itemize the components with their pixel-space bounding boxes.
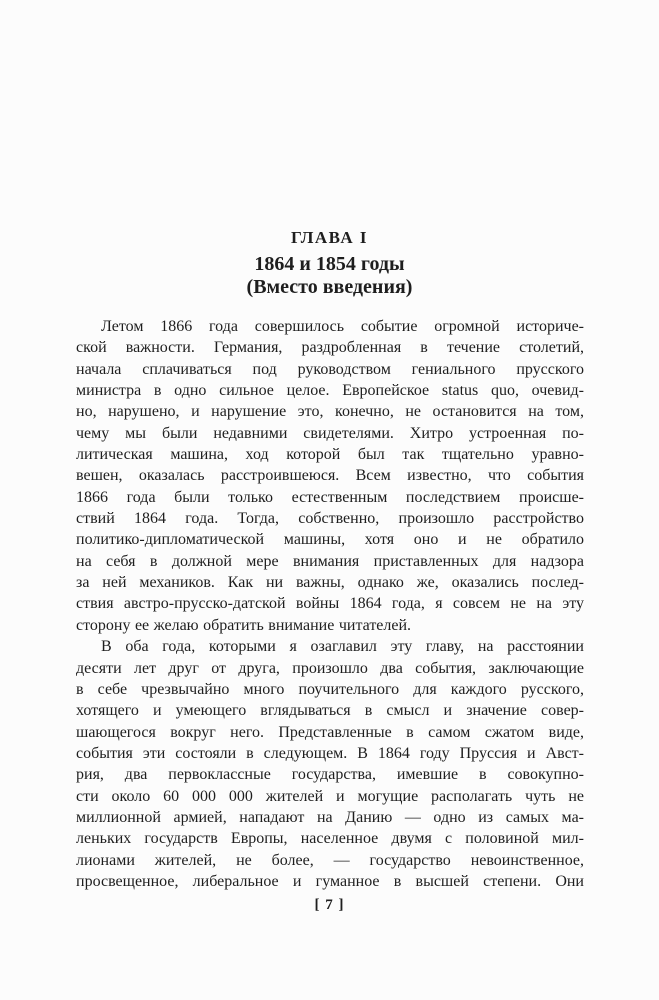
chapter-heading: ГЛАВА I bbox=[290, 228, 369, 247]
text-line: сти около 60 000 000 жителей и могущие располагать чуть не bbox=[76, 787, 584, 805]
chapter-title bbox=[0, 253, 659, 298]
text-line: литическая машина, ход которой был так тщательно уравно- bbox=[76, 446, 584, 464]
text-line: но, нарушено, и нарушение это, конечно, не остановится на том, bbox=[76, 403, 584, 421]
text-line: леньких государств Европы, населенное двумя с половиной мил- bbox=[76, 830, 584, 848]
text-line: рия, два первоклассные государства, имевшие в совокупно- bbox=[76, 766, 584, 784]
text-line: шающегося вокруг него. Представленные в самом сжатом виде, bbox=[76, 723, 584, 741]
text-line: за ней механиков. Как ни важны, однако же, оказались послед- bbox=[76, 574, 584, 592]
text-line: на себя в должной мере внимания приставленных для надзора bbox=[76, 552, 584, 570]
text-line: десяти лет друг от друга, произошло два события, заключающие bbox=[76, 659, 584, 677]
chapter-title-line-1: 1864 и 1854 годы bbox=[254, 253, 405, 275]
text-line: просвещенное, либеральное и гуманное в высшей степени. Они bbox=[76, 872, 584, 890]
page-number: [ 7 ] bbox=[314, 897, 345, 913]
text-line: ствий 1864 года. Тогда, собственно, произошло расстройство bbox=[76, 510, 584, 528]
text-line: лионами жителей, не более, — государство невоинственное, bbox=[76, 851, 584, 869]
text-line: министра в одно сильное целое. Европейское status quo, очевид- bbox=[76, 382, 584, 400]
text-line: ской важности. Германия, раздробленная в течение столетий, bbox=[76, 339, 584, 357]
text-line: вешен, оказалась расстроившеюся. Всем известно, что события bbox=[76, 467, 584, 485]
text-line: чему мы были недавними свидетелями. Хитро устроенная по- bbox=[76, 424, 584, 442]
text-line: Летом 1866 года совершилось событие огромной историче- bbox=[101, 318, 584, 335]
text-line: В оба года, которыми я озаглавил эту главу, на расстоянии bbox=[101, 638, 584, 656]
chapter-title-line-2: (Вместо введения) bbox=[246, 275, 413, 298]
text-line: миллионной армией, нападают на Данию — одно из самых ма- bbox=[76, 808, 584, 826]
text-line: события эти состояли в следующем. В 1864 году Пруссия и Авст- bbox=[76, 744, 584, 762]
text-line: в себе чрезвычайно много поучительного для каждого русского, bbox=[76, 680, 584, 698]
text-line: начала сплачиваться под руководством гениального прусского bbox=[76, 360, 584, 378]
text-line: сторону ее желаю обратить внимание читателей. bbox=[76, 616, 412, 634]
body-text bbox=[76, 316, 584, 892]
text-line: хотящего и умеющего вглядываться в смысл и значение совер- bbox=[76, 702, 584, 720]
text-line: 1866 года были только естественным последствием происше- bbox=[76, 488, 584, 506]
text-line: политико-дипломатической машины, хотя оно и не обратило bbox=[76, 531, 584, 549]
text-line: ствия австро-прусско-датской войны 1864 года, я совсем не на эту bbox=[76, 595, 584, 613]
